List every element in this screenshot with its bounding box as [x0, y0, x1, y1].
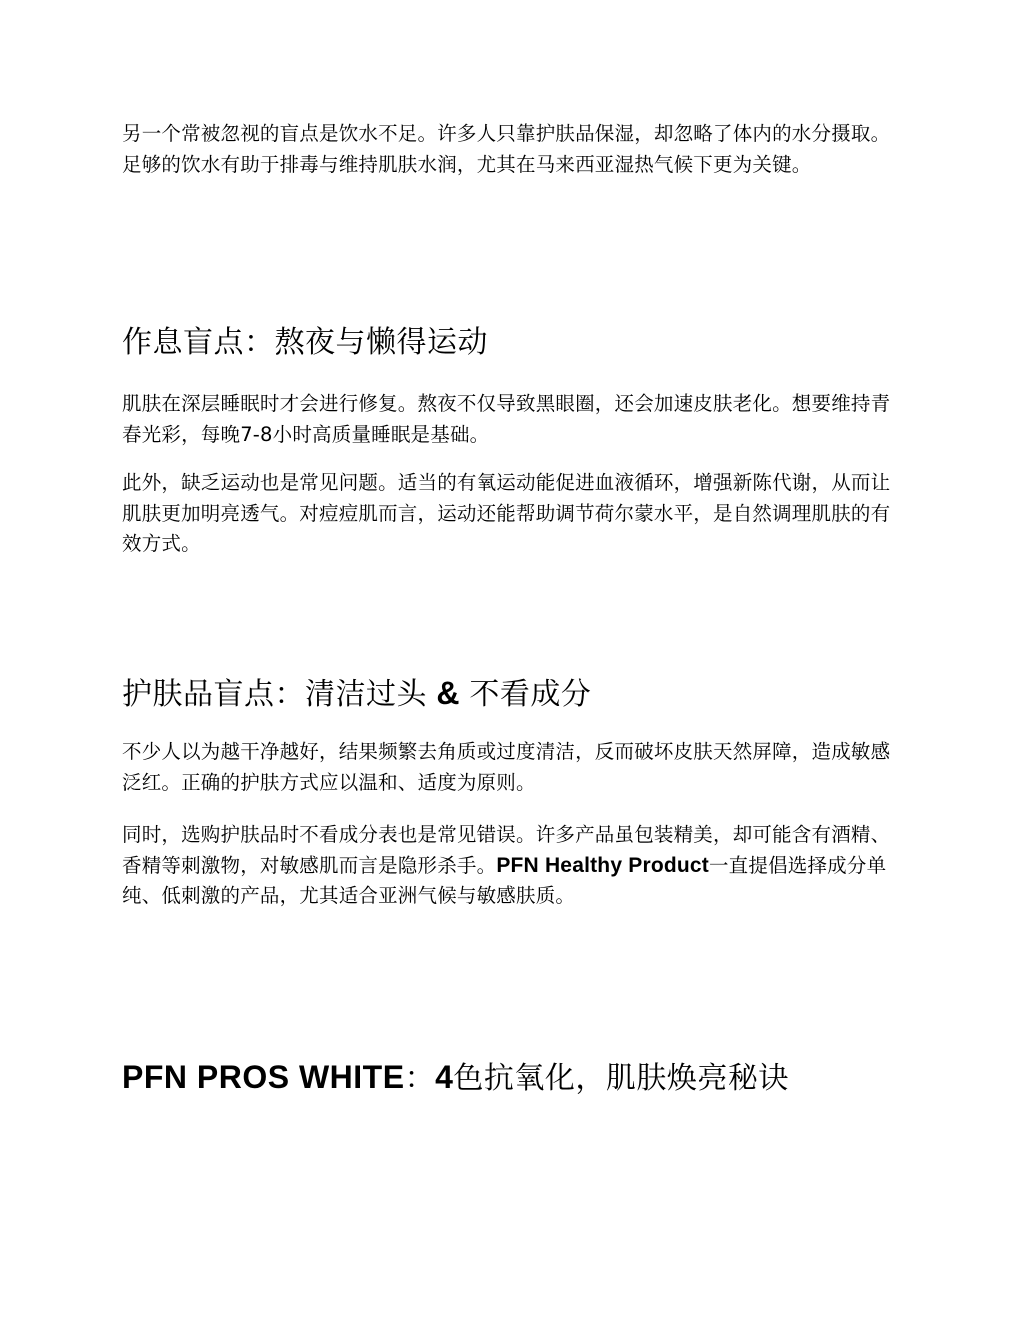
ingredients-text-before: 同时，选购护肤品时不看成分表也是常见错误。许多产品虽包装精美，却可能含有酒精、香精等刺激物，对敏感肌而言是隐形杀手。 [122, 823, 891, 877]
product-heading-rest: 色抗氧化，肌肤焕亮秘诀 [453, 1061, 789, 1096]
brand-name: PFN Healthy Product [496, 853, 709, 877]
skincare-heading-ampersand: & [427, 675, 470, 711]
ingredients-text-after: 一直提倡选择成分单纯、低刺激的产品，尤其适合亚洲气候与敏感肤质。 [122, 853, 887, 907]
intro-paragraph: 另一个常被忽视的盲点是饮水不足。许多人只靠护肤品保湿，却忽略了体内的水分摄取。足够的饮水有助于排毒与维持肌肤水润，尤其在马来西亚湿热气候下更为关键。 [122, 122, 891, 176]
lifestyle-paragraph-sleep: 肌肤在深层睡眠时才会进行修复。熬夜不仅导致黑眼圈，还会加速皮肤老化。想要维持青春光彩，每晚7-8小时高质量睡眠是基础。 [122, 392, 891, 446]
product-heading-brand: PFN PROS WHITE [122, 1059, 405, 1095]
skincare-heading-part2: 不看成分 [469, 677, 592, 712]
lifestyle-paragraph-exercise: 此外，缺乏运动也是常见问题。适当的有氧运动能促进血液循环，增强新陈代谢，从而让肌肤更加明亮透气。对痘痘肌而言，运动还能帮助调节荷尔蒙水平，是自然调理肌肤的有效方式。 [122, 471, 891, 555]
skincare-heading [122, 673, 922, 715]
skincare-heading-part1: 护肤品盲点：清洁过头 [122, 677, 427, 712]
skincare-paragraph-cleansing: 不少人以为越干净越好，结果频繁去角质或过度清洁，反而破坏皮肤天然屏障，造成敏感泛红。正确的护肤方式应以温和、适度为原则。 [122, 740, 891, 794]
product-heading [122, 1057, 922, 1099]
product-heading-number: 4 [435, 1059, 454, 1095]
product-heading-separator: ： [404, 1061, 436, 1096]
lifestyle-heading: 作息盲点：熬夜与懒得运动 [122, 325, 488, 360]
skincare-paragraph-ingredients [122, 820, 902, 912]
